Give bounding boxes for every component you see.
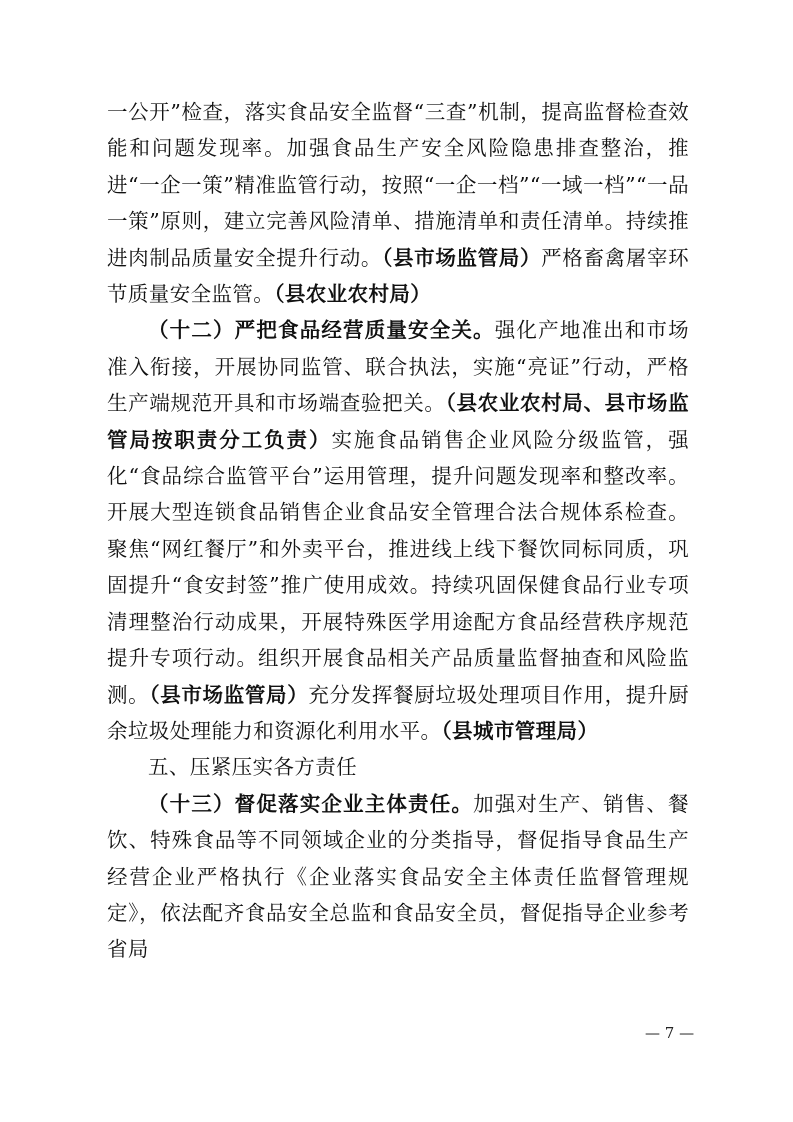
responsible-department: （县市场监管局） [382,245,542,270]
responsible-department: （县农业农村局、县市场监管局按职责分工负责） [107,391,689,452]
responsible-department: （十二）严把食品经营质量安全关。 [148,318,495,343]
responsible-department: （十三）督促落实企业主体责任。 [148,791,474,816]
page-number: — 7 — [645,1024,695,1042]
paragraph-continuation [107,94,689,312]
section-heading: 五、压紧压实各方责任 [148,755,357,780]
paragraph-text: 严格畜禽屠宰环节质量安全监管。 [107,245,690,307]
paragraph-text: 加强对生产、销售、餐饮、特殊食品等不同领域企业的分类指导，督促指导食品生产经营企业严格执行《企业落实食品安全主体责任监督管理规定》，依法配齐食品安全总监和食品安全员，督促指导企业参考省局 [107,791,689,962]
paragraph-text: 实施食品销售企业风险分级监管，强化“食品综合监管平台”运用管理，提升问题发现率和整改率。开展大型连锁食品销售企业食品安全管理合法合规体系检查。聚焦“网红餐厅”和外卖平台，推进线上线下餐饮同标同质，巩固提升“食安封签”推广使用成效。持续巩固保健食品行业专项清理整治行动成果，开展特殊医学用途配方食品经营秩序规范提升专项行动。组织开展食品相关产品质量监督抽查和风险监测。 [107,427,689,707]
responsible-department: （县城市管理局） [441,718,599,743]
paragraph-text: 一公开”检查，落实食品安全监督“三查”机制，提高监督检查效能和问题发现率。加强食品生产安全风险隐患排查整治，推进“一企一策”精准监管行动，按照“一企一档”“一域一档”“一品一策”原则，建立完善风险清单、措施清单和责任清单。持续推进肉制品质量安全提升行动。 [107,100,689,270]
paragraph-text: 强化产地准出和市场准入衔接，开展协同监管、联合执法，实施“亮证”行动，严格生产端规范开具和市场端查验把关。 [107,318,689,416]
paragraph-section-12 [107,312,689,749]
paragraph-section-13 [107,786,689,968]
document-body [107,94,689,968]
responsible-department: （县农业农村局） [274,282,432,307]
paragraph-text: 充分发挥餐厨垃圾处理项目作用，提升厨余垃圾处理能力和资源化利用水平。 [107,682,690,743]
responsible-department: （县市场监管局） [149,682,309,707]
